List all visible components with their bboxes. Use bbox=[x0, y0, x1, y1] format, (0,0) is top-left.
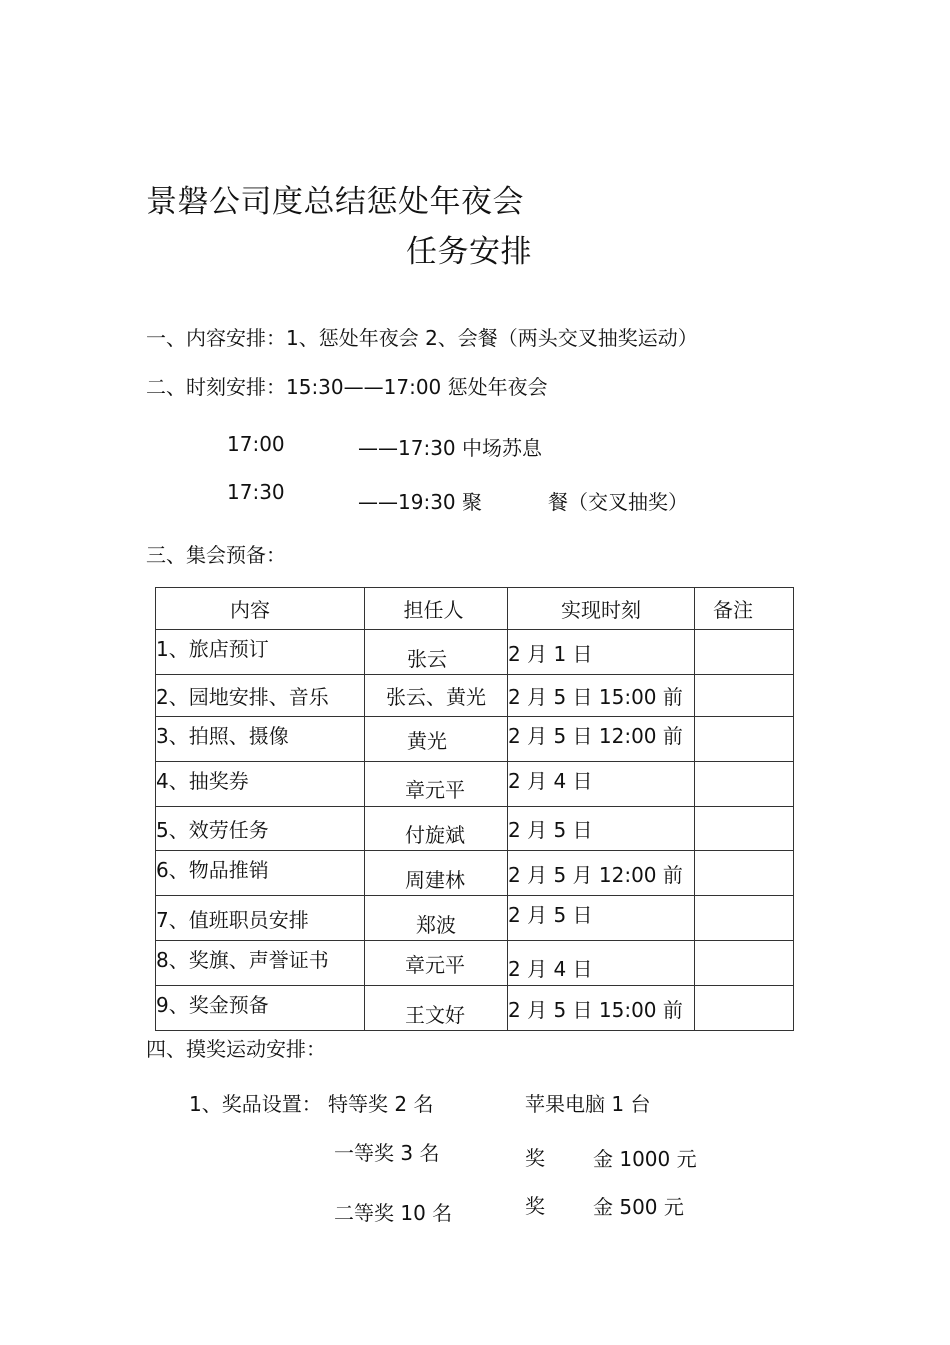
section1-content-arrangement: 一、内容安排：1、惩处年夜会 2、会餐（两头交叉抽奖运动） bbox=[146, 326, 698, 350]
cell-person: 章元平 bbox=[365, 941, 508, 986]
cell-person: 黄光 bbox=[365, 717, 508, 762]
cell-content: 4、抽奖券 bbox=[156, 762, 365, 807]
header-time: 实现时刻 bbox=[508, 588, 695, 630]
cell-content: 1、旅店预订 bbox=[156, 630, 365, 675]
cell-time: 2 月 5 日 bbox=[508, 896, 695, 941]
cell-content: 5、效劳任务 bbox=[156, 807, 365, 851]
cell-time: 2 月 5 日 12:00 前 bbox=[508, 717, 695, 762]
table-row bbox=[156, 986, 794, 1031]
prize-second-reward-a: 奖 bbox=[525, 1194, 545, 1218]
cell-time: 2 月 5 月 12:00 前 bbox=[508, 851, 695, 896]
schedule-row2-time: 17:30 bbox=[227, 480, 285, 504]
prize-special-level: 特等奖 2 名 bbox=[328, 1092, 434, 1116]
schedule-row1-desc: ——17:30 中场苏息 bbox=[358, 436, 542, 460]
cell-time: 2 月 5 日 15:00 前 bbox=[508, 986, 695, 1031]
prize-settings-label: 1、奖品设置： bbox=[189, 1092, 322, 1116]
cell-note bbox=[695, 762, 794, 807]
doc-title-line1: 景磐公司度总结惩处年夜会 bbox=[146, 184, 524, 220]
table-row bbox=[156, 851, 794, 896]
prize-second-level: 二等奖 10 名 bbox=[334, 1201, 453, 1225]
cell-content: 7、值班职员安排 bbox=[156, 896, 365, 941]
section4-heading: 四、摸奖运动安排： bbox=[146, 1037, 326, 1061]
table-row bbox=[156, 717, 794, 762]
schedule-row2-desc-b: 餐（交叉抽奖） bbox=[548, 490, 688, 514]
table-row bbox=[156, 675, 794, 717]
section2-time-arrangement: 二、时刻安排：15:30——17:00 惩处年夜会 bbox=[146, 375, 548, 399]
table-row bbox=[156, 941, 794, 986]
prize-first-level: 一等奖 3 名 bbox=[334, 1141, 440, 1165]
cell-time: 2 月 5 日 15:00 前 bbox=[508, 675, 695, 717]
prize-second-reward-b: 金 500 元 bbox=[593, 1195, 684, 1219]
task-table bbox=[155, 587, 794, 1031]
header-person: 担任人 bbox=[365, 588, 508, 630]
prize-special-reward: 苹果电脑 1 台 bbox=[525, 1092, 651, 1116]
table-row bbox=[156, 762, 794, 807]
cell-time: 2 月 5 日 bbox=[508, 807, 695, 851]
doc-title-line2: 任务安排 bbox=[406, 234, 532, 270]
table-row bbox=[156, 630, 794, 675]
section3-heading: 三、集会预备： bbox=[146, 543, 286, 567]
cell-person: 张云、黄光 bbox=[365, 675, 508, 717]
cell-note bbox=[695, 896, 794, 941]
table-row bbox=[156, 807, 794, 851]
cell-content: 9、奖金预备 bbox=[156, 986, 365, 1031]
cell-content: 3、拍照、摄像 bbox=[156, 717, 365, 762]
cell-time: 2 月 4 日 bbox=[508, 941, 695, 986]
cell-note bbox=[695, 807, 794, 851]
cell-note bbox=[695, 717, 794, 762]
table-row bbox=[156, 896, 794, 941]
cell-person: 王文好 bbox=[365, 986, 508, 1031]
cell-content: 6、物品推销 bbox=[156, 851, 365, 896]
prize-first-reward-b: 金 1000 元 bbox=[593, 1147, 697, 1171]
cell-note bbox=[695, 851, 794, 896]
cell-note bbox=[695, 986, 794, 1031]
cell-person: 郑波 bbox=[365, 896, 508, 941]
header-content: 内容 bbox=[156, 588, 365, 630]
cell-time: 2 月 4 日 bbox=[508, 762, 695, 807]
cell-person: 周建林 bbox=[365, 851, 508, 896]
cell-content: 8、奖旗、声誉证书 bbox=[156, 941, 365, 986]
cell-note bbox=[695, 675, 794, 717]
cell-person: 张云 bbox=[365, 630, 508, 675]
cell-person: 付旋斌 bbox=[365, 807, 508, 851]
header-note: 备注 bbox=[695, 588, 794, 630]
cell-note bbox=[695, 941, 794, 986]
cell-content: 2、园地安排、音乐 bbox=[156, 675, 365, 717]
schedule-row2-desc-a: ——19:30 聚 bbox=[358, 490, 482, 514]
schedule-row1-time: 17:00 bbox=[227, 432, 285, 456]
prize-first-reward-a: 奖 bbox=[525, 1146, 545, 1170]
cell-time: 2 月 1 日 bbox=[508, 630, 695, 675]
cell-person: 章元平 bbox=[365, 762, 508, 807]
table-header-row bbox=[156, 588, 794, 630]
cell-note bbox=[695, 630, 794, 675]
